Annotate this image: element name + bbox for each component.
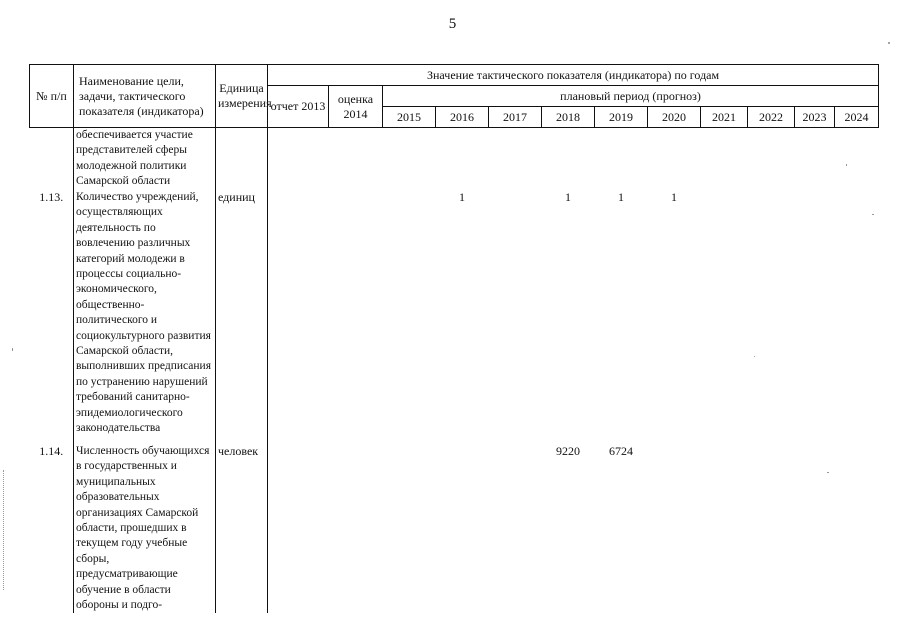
row-value xyxy=(489,444,542,613)
scan-speck xyxy=(872,214,874,215)
header-year: 2019 xyxy=(595,107,648,128)
header-unit: Единица измерения xyxy=(216,65,268,128)
indicator-table xyxy=(29,64,879,613)
row-unit: единиц xyxy=(216,190,268,444)
row-value xyxy=(795,190,835,444)
row-unit xyxy=(216,128,268,191)
table-header xyxy=(30,65,879,128)
row-report xyxy=(268,444,329,613)
header-year: 2021 xyxy=(701,107,748,128)
header-plan-title: плановый период (прогноз) xyxy=(383,86,879,107)
header-name: Наименование цели, задачи, тактического показателя (индикатора) xyxy=(74,65,216,128)
row-value xyxy=(383,444,436,613)
row-value xyxy=(835,444,879,613)
scan-edge-mark xyxy=(3,470,5,590)
row-value xyxy=(701,128,748,191)
row-value xyxy=(489,128,542,191)
row-name: обеспечивается участие представителей сферы молодежной политики Самарской области xyxy=(74,128,216,191)
row-value: 6724 xyxy=(609,444,633,458)
row-estimate xyxy=(329,190,383,444)
row-value xyxy=(795,444,835,613)
header-year: 2017 xyxy=(489,107,542,128)
header-year: 2018 xyxy=(542,107,595,128)
scan-speck xyxy=(888,42,890,44)
header-year: 2020 xyxy=(648,107,701,128)
header-year: 2016 xyxy=(436,107,489,128)
row-value: 9220 xyxy=(556,444,580,458)
row-value xyxy=(489,190,542,444)
header-year: 2015 xyxy=(383,107,436,128)
row-estimate xyxy=(329,444,383,613)
row-value xyxy=(436,444,489,613)
row-name: Численность обучающихся в государственных и муниципальных образовательных организациях Самарской области, прошедших в текущем году учебные сборы, предусматривающие обучение в области обороны и подго- xyxy=(74,444,216,613)
header-num: № п/п xyxy=(30,65,74,128)
header-year: 2024 xyxy=(835,107,879,128)
row-estimate xyxy=(329,128,383,191)
row-value xyxy=(701,444,748,613)
row-value xyxy=(595,128,648,191)
row-num: 1.13. xyxy=(39,190,64,204)
row-value: 1 xyxy=(618,190,624,204)
row-value xyxy=(748,190,795,444)
row-report xyxy=(268,190,329,444)
row-value xyxy=(648,128,701,191)
row-num xyxy=(30,128,74,191)
scan-speck xyxy=(827,472,829,473)
header-year: 2023 xyxy=(795,107,835,128)
header-values-title: Значение тактического показателя (индикатора) по годам xyxy=(268,65,879,86)
header-estimate: оценка 2014 xyxy=(329,86,383,128)
header-year: 2022 xyxy=(748,107,795,128)
row-value xyxy=(383,128,436,191)
row-value xyxy=(835,128,879,191)
row-unit: человек xyxy=(216,444,268,613)
scan-speck xyxy=(846,164,847,166)
row-value xyxy=(701,190,748,444)
scan-speck xyxy=(754,356,755,357)
row-value: 1 xyxy=(459,190,465,204)
row-value: 1 xyxy=(565,190,571,204)
table-row xyxy=(30,190,879,444)
header-report: отчет 2013 xyxy=(268,86,329,128)
row-value xyxy=(748,444,795,613)
row-value xyxy=(748,128,795,191)
table-row xyxy=(30,128,879,191)
scan-speck xyxy=(12,348,13,351)
row-report xyxy=(268,128,329,191)
row-value xyxy=(383,190,436,444)
row-num: 1.14. xyxy=(39,444,64,458)
row-value xyxy=(795,128,835,191)
row-value xyxy=(542,128,595,191)
table-row xyxy=(30,444,879,613)
row-value xyxy=(436,128,489,191)
row-value xyxy=(648,444,701,613)
row-value xyxy=(835,190,879,444)
page-number: 5 xyxy=(448,16,457,32)
row-name: Количество учреждений, осуществляющих деятельность по вовлечению различных категорий молодежи в процессы социально-экономического, общественно-политического и социокультурного развития Самарской области, выполнивших предписания по устранению нарушений требований санитарно-эпидемиологического законодательства xyxy=(74,190,216,444)
row-value: 1 xyxy=(671,190,677,204)
